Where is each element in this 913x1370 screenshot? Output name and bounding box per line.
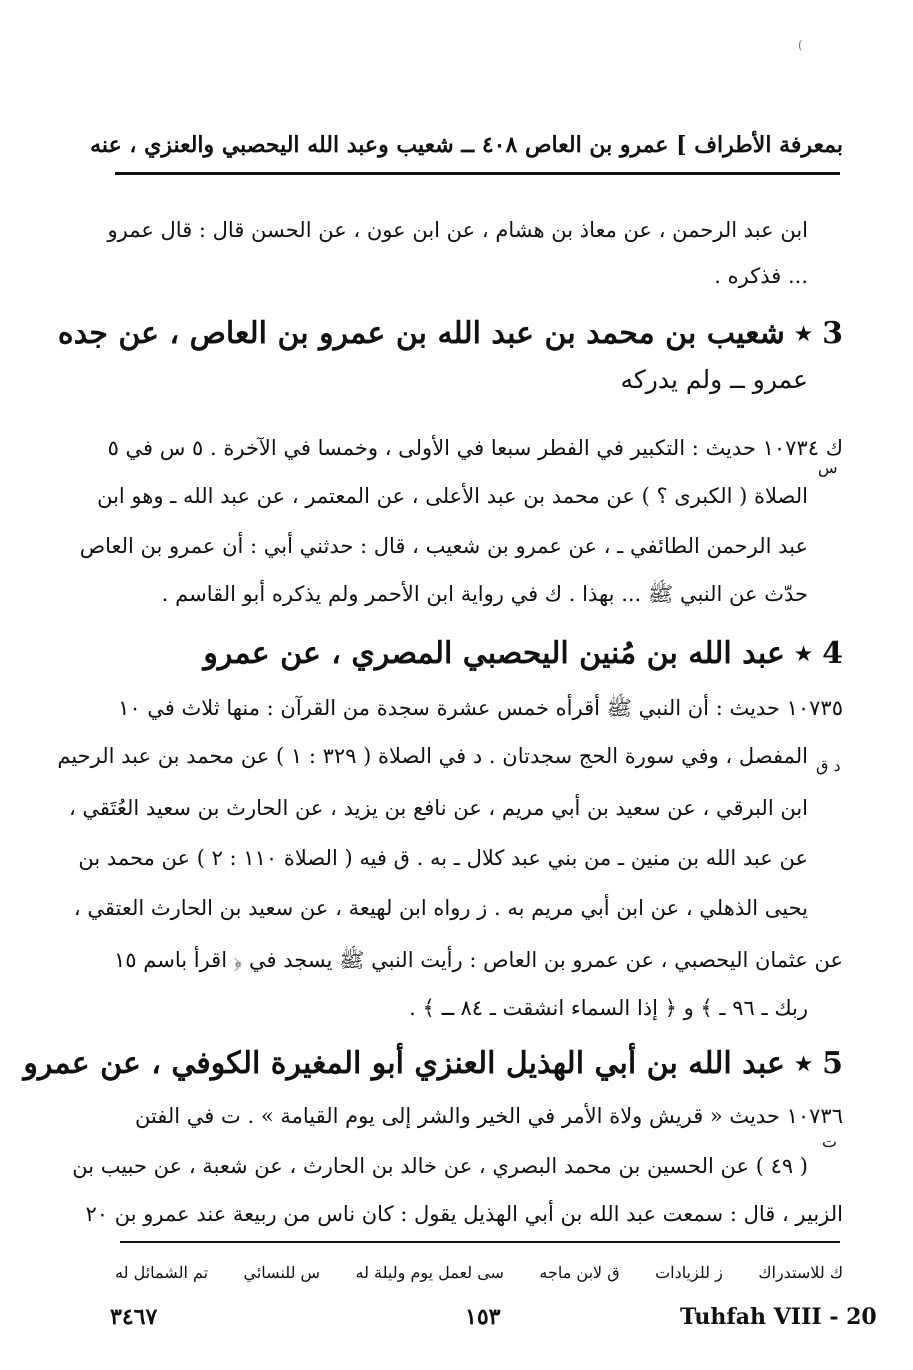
text-line: يحيى الذهلي ، عن ابن أبي مريم به . ز رواه ابن لهيعة ، عن سعيد بن الحارث العتقي ،: [73, 896, 808, 920]
text-line: الصلاة ( الكبرى ؟ ) عن محمد بن عبد الأعلى ، عن المعتمر ، عن عبد الله ـ وهو ابن: [97, 484, 808, 508]
text-line: الزبير ، قال : سمعت عبد الله بن أبي الهذيل يقول : كان ناس من ربيعة عند عمرو بن ٢٠: [85, 1202, 843, 1226]
text-line: المفصل ، وفي سورة الحج سجدتان . د في الصلاة ( ٣٢٩ : ١ ) عن محمد بن عبد الرحيم: [57, 744, 808, 768]
footnote-amal: سى لعمل يوم وليلة له: [355, 1263, 504, 1282]
margin-note-1: س: [818, 458, 838, 477]
text-line: 4 ٭ عبد الله بن مُنين اليحصبي المصري ، عن عمرو: [203, 636, 843, 671]
text-line: 3 ٭ شعيب بن محمد بن عبد الله بن عمرو بن العاص ، عن جده: [57, 316, 843, 351]
page-number: ١٥٣: [465, 1304, 501, 1330]
text-line: عبد الرحمن الطائفي ـ ، عن عمرو بن شعيب ، قال : حدثني أبي : أن عمرو بن العاص: [79, 534, 808, 558]
footnote-nasai: س للنسائي: [243, 1263, 321, 1282]
text-line: عمرو ــ ولم يدركه: [620, 365, 808, 394]
footnote-ziyadat: ز للزيادات: [655, 1263, 723, 1282]
text-line: ... فذكره .: [714, 264, 808, 288]
text-line: ك ١٠٧٣٤ حديث : التكبير في الفطر سبعا في الأولى ، وخمسا في الآخرة . ٥ س في ٥: [107, 436, 843, 460]
header-rule: [115, 172, 840, 175]
footnote-ibn-majah: ق لابن ماجه: [539, 1263, 620, 1282]
footnote-istidrak: ك للاستدراك: [758, 1263, 843, 1282]
text-line: حدّث عن النبي ﷺ ... بهذا . ك في رواية ابن الأحمر ولم يذكره أبو القاسم .: [161, 582, 808, 606]
text-line: ١٠٧٣٥ حديث : أن النبي ﷺ أقرأه خمس عشرة سجدة من القرآن : منها ثلاث في ١٠: [118, 696, 843, 720]
text-line: ١٠٧٣٦ حديث « قريش ولاة الأمر في الخير والشر إلى يوم القيامة » . ت في الفتن: [134, 1104, 843, 1128]
footnote-rule: [120, 1241, 840, 1243]
margin-note-3: ت: [822, 1132, 838, 1151]
running-header: بمعرفة الأطراف ] عمرو بن العاص ٤٠٨ ــ شعيب وعبد الله اليحصبي والعنزي ، عنه: [90, 132, 843, 158]
margin-note-2: د ق: [816, 756, 841, 775]
volume-number: ٣٤٦٧: [110, 1304, 158, 1330]
text-line: ( ٤٩ ) عن الحسين بن محمد البصري ، عن خالد بن الحارث ، عن شعبة ، عن حبيب بن: [72, 1154, 808, 1178]
text-line: عن عثمان اليحصبي ، عن عمرو بن العاص : رأيت النبي ﷺ يسجد في ﴿ اقرأ باسم ١٥: [114, 948, 843, 972]
tuhfah-label: Tuhfah VIII - 20: [680, 1304, 877, 1330]
text-line: ربك ـ ٩٦ ـ ﴾ و ﴿ إذا السماء انشقت ـ ٨٤ ـ ﴾ .: [409, 996, 808, 1020]
text-line: 5 ٭ عبد الله بن أبي الهذيل العنزي أبو المغيرة الكوفي ، عن عمرو: [23, 1046, 843, 1081]
abbreviation-footnotes: [115, 1258, 843, 1288]
text-line: ابن البرقي ، عن سعيد بن أبي مريم ، عن نافع بن يزيد ، عن الحارث بن سعيد العُتَقي ،: [68, 796, 808, 820]
text-line: عن عبد الله بن منين ـ من بني عبد كلال ـ به . ق فيه ( الصلاة ١١٠ : ٢ ) عن محمد بن: [78, 846, 808, 870]
page-mark: (: [798, 38, 803, 52]
text-line: ابن عبد الرحمن ، عن معاذ بن هشام ، عن ابن عون ، عن الحسن قال : قال عمرو: [107, 218, 808, 242]
footnote-shamail: تم الشمائل له: [115, 1263, 209, 1282]
